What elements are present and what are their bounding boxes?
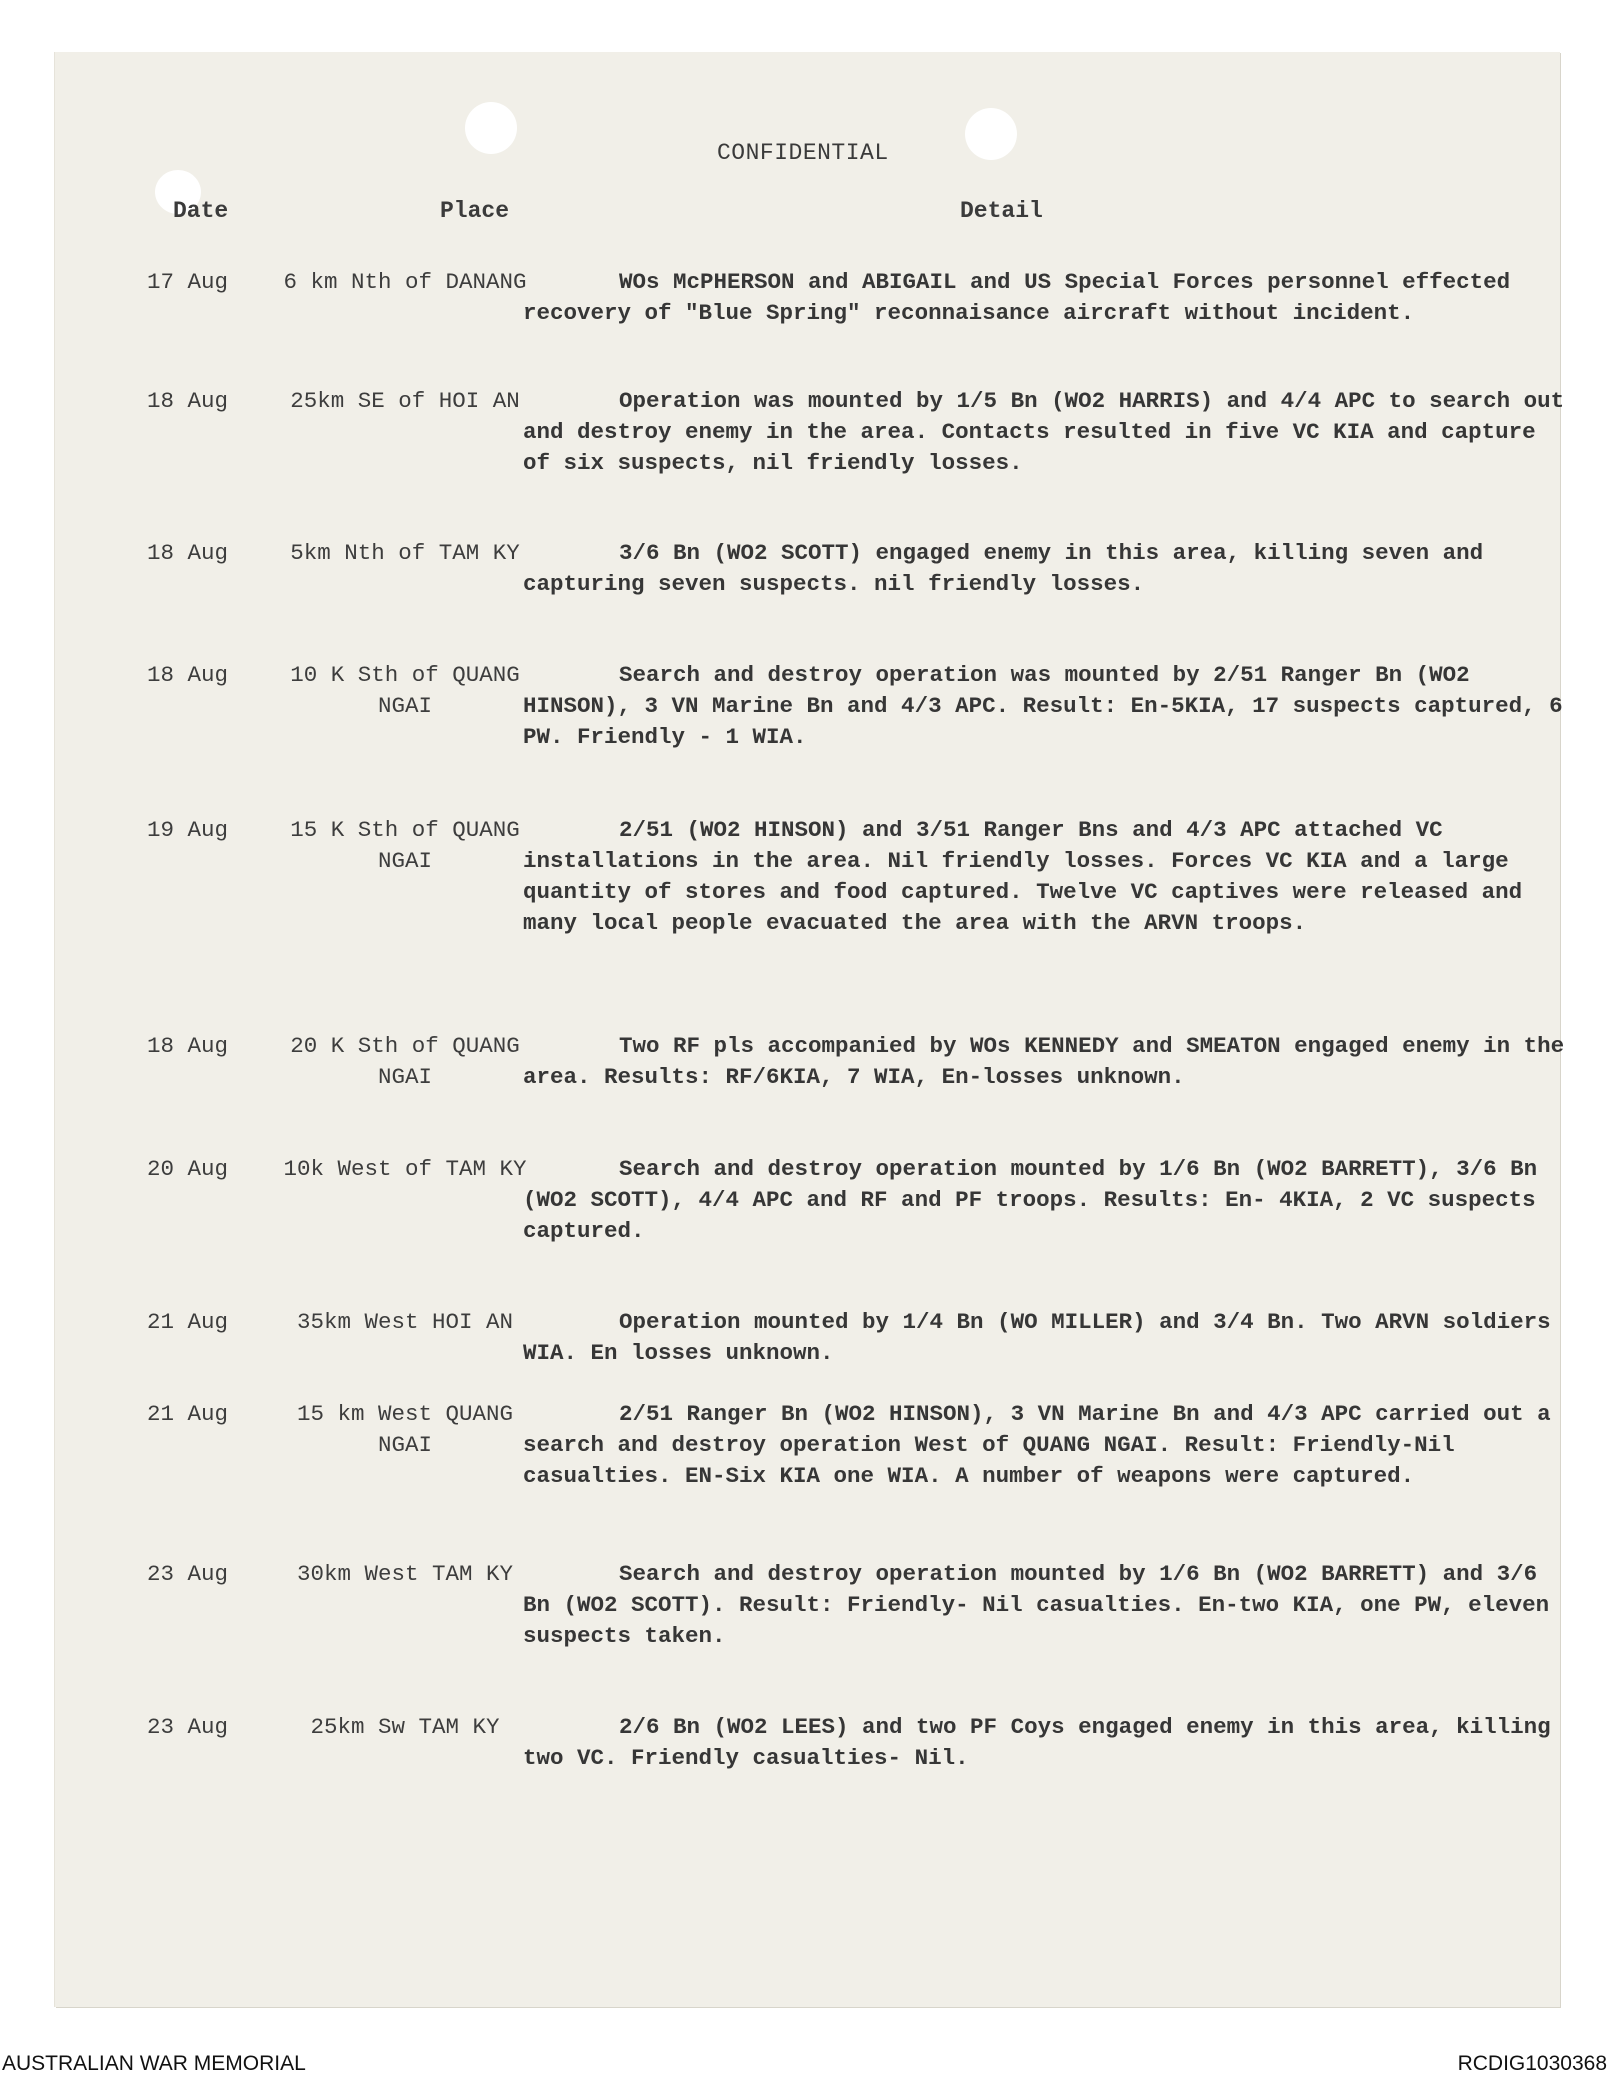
- footer-record-id: RCDIG1030368: [1457, 2052, 1607, 2075]
- document-page: [55, 52, 1565, 2007]
- entry-place: 20 K Sth of QUANG NGAI: [290, 1033, 520, 1090]
- entry-place: 25km SE of HOI AN: [290, 388, 520, 414]
- entry-place: 5km Nth of TAM KY: [290, 540, 520, 566]
- entry-place: 10 K Sth of QUANG NGAI: [290, 662, 520, 719]
- column-header-place: Place: [440, 198, 510, 224]
- entry-date: 23 Aug: [147, 1714, 229, 1740]
- entry-detail: Two RF pls accompanied by WOs KENNEDY and SMEATON engaged enemy in the area. Results: RF/6KIA, 7 WIA, En-losses unknown.: [523, 1033, 1565, 1090]
- entry-date: 19 Aug: [147, 817, 229, 843]
- entry-detail: Operation mounted by 1/4 Bn (WO MILLER) and 3/4 Bn. Two ARVN soldiers WIA. En losses unknown.: [523, 1309, 1551, 1366]
- column-header-detail: Detail: [960, 198, 1043, 224]
- entry-date: 17 Aug: [147, 269, 229, 295]
- entry-detail: Search and destroy operation mounted by 1/6 Bn (WO2 BARRETT), 3/6 Bn (WO2 SCOTT), 4/4 APC and RF and PF troops. Results: En- 4KIA, 2 VC suspects captured.: [523, 1156, 1538, 1244]
- punch-hole-right: [965, 108, 1017, 160]
- entry-date: 21 Aug: [147, 1401, 229, 1427]
- entry-date: 18 Aug: [147, 540, 229, 566]
- entry-date: 23 Aug: [147, 1561, 229, 1587]
- entry-place: 35km West HOI AN: [296, 1309, 514, 1335]
- entry-date: 18 Aug: [147, 1033, 229, 1059]
- entry-place: 25km Sw TAM KY: [310, 1714, 500, 1740]
- entry-detail: 2/51 Ranger Bn (WO2 HINSON), 3 VN Marine Bn and 4/3 APC carried out a search and destroy operation West of QUANG NGAI. Result: Friendly-Nil casualties. EN-Six KIA one WIA. A number of weapons were captured.: [523, 1401, 1551, 1489]
- entry-detail: 2/51 (WO2 HINSON) and 3/51 Ranger Bns and 4/3 APC attached VC installations in the area. Nil friendly losses. Forces VC KIA and a large quantity of stores and food captured. Twelve VC captives were released and many local people evacuated the area with the ARVN troops.: [523, 817, 1523, 936]
- classification-heading: CONFIDENTIAL: [717, 140, 889, 166]
- entry-detail: Search and destroy operation mounted by 1/6 Bn (WO2 BARRETT) and 3/6 Bn (WO2 SCOTT). Result: Friendly- Nil casualties. En-two KIA, one PW, eleven suspects taken.: [523, 1561, 1550, 1649]
- entry-detail: WOs McPHERSON and ABIGAIL and US Special Forces personnel effected recovery of "Blue Spring" reconnaisance aircraft without incident.: [523, 269, 1511, 326]
- entry-date: 18 Aug: [147, 388, 229, 414]
- entry-detail: Search and destroy operation was mounted by 2/51 Ranger Bn (WO2 HINSON), 3 VN Marine Bn and 4/3 APC. Result: En-5KIA, 17 suspects captured, 6 PW. Friendly - 1 WIA.: [523, 662, 1563, 750]
- punch-hole-left: [465, 102, 517, 154]
- entry-date: 21 Aug: [147, 1309, 229, 1335]
- entry-place: 15 K Sth of QUANG NGAI: [290, 817, 520, 874]
- entry-detail: 2/6 Bn (WO2 LEES) and two PF Coys engaged enemy in this area, killing two VC. Friendly casualties- Nil.: [523, 1714, 1551, 1771]
- entry-place: 30km West TAM KY: [296, 1561, 514, 1587]
- entry-place: 6 km Nth of DANANG: [283, 269, 527, 295]
- entry-date: 18 Aug: [147, 662, 229, 688]
- entry-detail: 3/6 Bn (WO2 SCOTT) engaged enemy in this area, killing seven and capturing seven suspects. nil friendly losses.: [523, 540, 1484, 597]
- entry-detail: Operation was mounted by 1/5 Bn (WO2 HARRIS) and 4/4 APC to search out and destroy enemy in the area. Contacts resulted in five VC KIA and capture of six suspects, nil friendly losses.: [523, 388, 1565, 476]
- entry-place: 10k West of TAM KY: [283, 1156, 527, 1182]
- footer-archive-name: AUSTRALIAN WAR MEMORIAL: [2, 2052, 306, 2075]
- entry-place: 15 km West QUANG NGAI: [296, 1401, 514, 1458]
- column-header-date: Date: [173, 198, 229, 224]
- entry-date: 20 Aug: [147, 1156, 229, 1182]
